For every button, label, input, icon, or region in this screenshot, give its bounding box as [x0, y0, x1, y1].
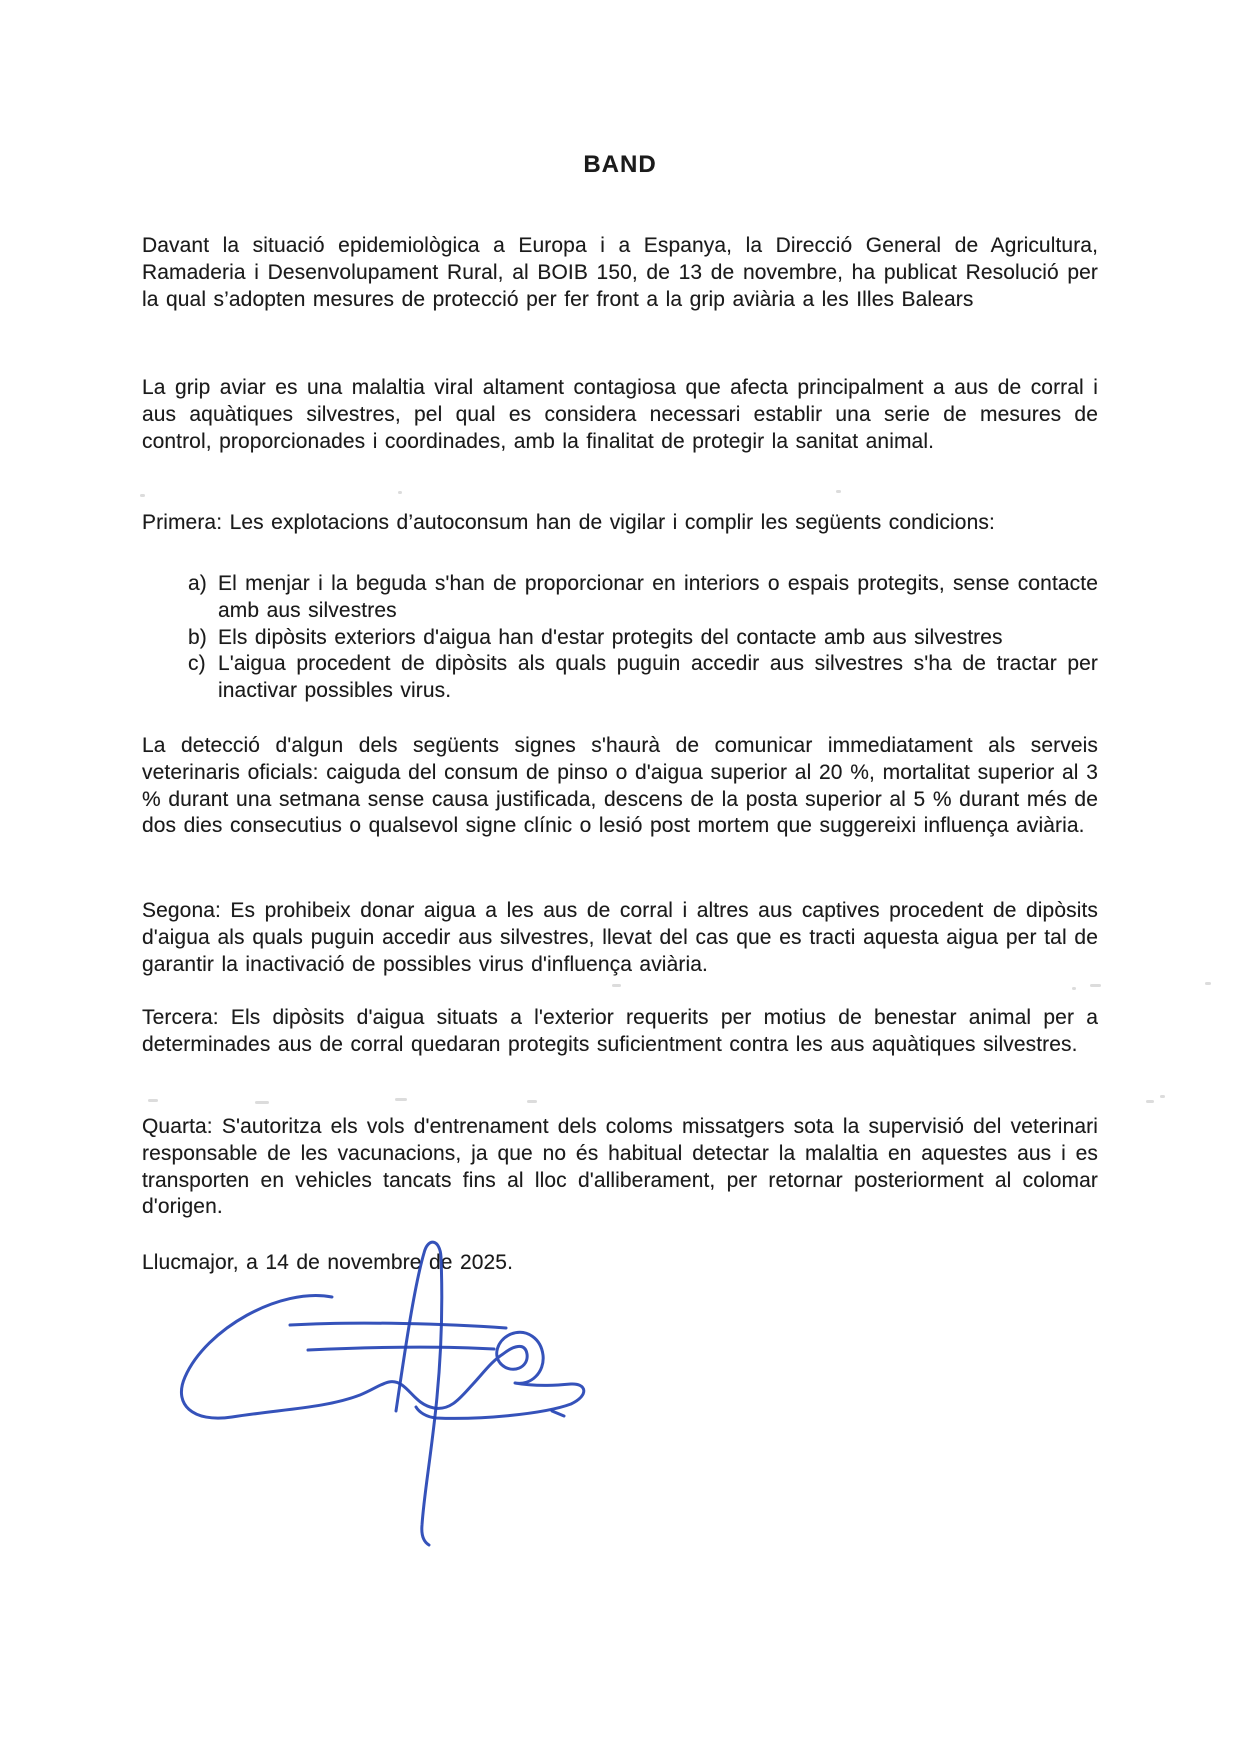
signature-stroke-line1	[290, 1323, 506, 1328]
list-item-c-text: L'aigua procedent de dipòsits als quals puguin accedir aus silvestres s'ha de tractar per inactivar possibles virus.	[218, 652, 1098, 703]
paragraph-grip-aviar: La grip aviar es una malaltia viral altament contagiosa que afecta principalment a aus de corral i aus aquàtiques silvestres, pel qual es considera necessari establir una serie de mesures de control, proporcionades i coordinades, amb la finalitat de protegir la sanitat animal.	[142, 376, 1098, 453]
list-item-a	[142, 571, 1098, 625]
conditions-list	[142, 571, 1098, 705]
list-item-b	[142, 625, 1098, 652]
list-marker-c: c)	[188, 652, 206, 676]
paragraph-primera: Primera: Les explotacions d’autoconsum han de vigilar i complir les següents condicions:	[142, 511, 995, 534]
paragraph-deteccio: La detecció d'algun dels següents signes s'haurà de comunicar immediatament als serveis veterinaris oficials: caiguda del consum de pinso o d'aigua superior al 20 %, mortalitat superior al 3 % durant una setmana sense causa justificada, descens de la posta superior al 5 % durant més de dos dies consecutius o qualsevol signe clínic o lesió post mortem que suggereixi influença aviària.	[142, 734, 1098, 838]
paragraph-tercera: Tercera: Els dipòsits d'aigua situats a l'exterior requerits per motius de benestar animal per a determinades aus de corral quedaran protegits suficientment contra les aus aquàtiques silvestres.	[142, 1006, 1098, 1056]
signature-stroke-descender	[396, 1242, 442, 1545]
list-marker-b: b)	[188, 625, 207, 649]
list-item-a-text: El menjar i la beguda s'han de proporcionar en interiors o espais protegits, sense contacte amb aus silvestres	[218, 572, 1098, 622]
list-marker-a: a)	[188, 572, 207, 595]
list-item-b-text: Els dipòsits exteriors d'aigua han d'estar protegits del contacte amb aus silvestres	[218, 625, 1003, 649]
signature-scrawl	[150, 1237, 590, 1549]
list-item-c	[142, 651, 1098, 705]
document-title: BAND	[583, 151, 657, 178]
place-date-line: Llucmajor, a 14 de novembre de 2025.	[142, 1251, 514, 1274]
paragraph-intro: Davant la situació epidemiològica a Europa i a Espanya, la Direcció General de Agricultura, Ramaderia i Desenvolupament Rural, al BOIB 150, de 13 de novembre, ha publicat Resolució per la qual s’adopten mesures de protecció per fer front a la grip aviària a les Illes Balears	[142, 234, 1098, 311]
signature-stroke-main	[181, 1296, 583, 1419]
paragraph-quarta: Quarta: S'autoritza els vols d'entrenament dels coloms missatgers sota la supervisió del veterinari responsable de les vacunacions, ja que no és habitual detectar la malaltia en aquestes aus i es transporten en vehicles tancats fins al lloc d'alliberament, per retornar posteriorment al colomar d'origen.	[142, 1115, 1098, 1219]
paragraph-segona: Segona: Es prohibeix donar aigua a les aus de corral i altres aus captives procedent de dipòsits d'aigua als quals puguin accedir aus silvestres, llevat del cas que es tracti aquesta aigua per tal de garantir la inactivació de possibles virus d'influença aviària.	[142, 899, 1098, 976]
signature-stroke-dash	[552, 1411, 564, 1416]
signature-stroke-line2	[308, 1347, 494, 1350]
